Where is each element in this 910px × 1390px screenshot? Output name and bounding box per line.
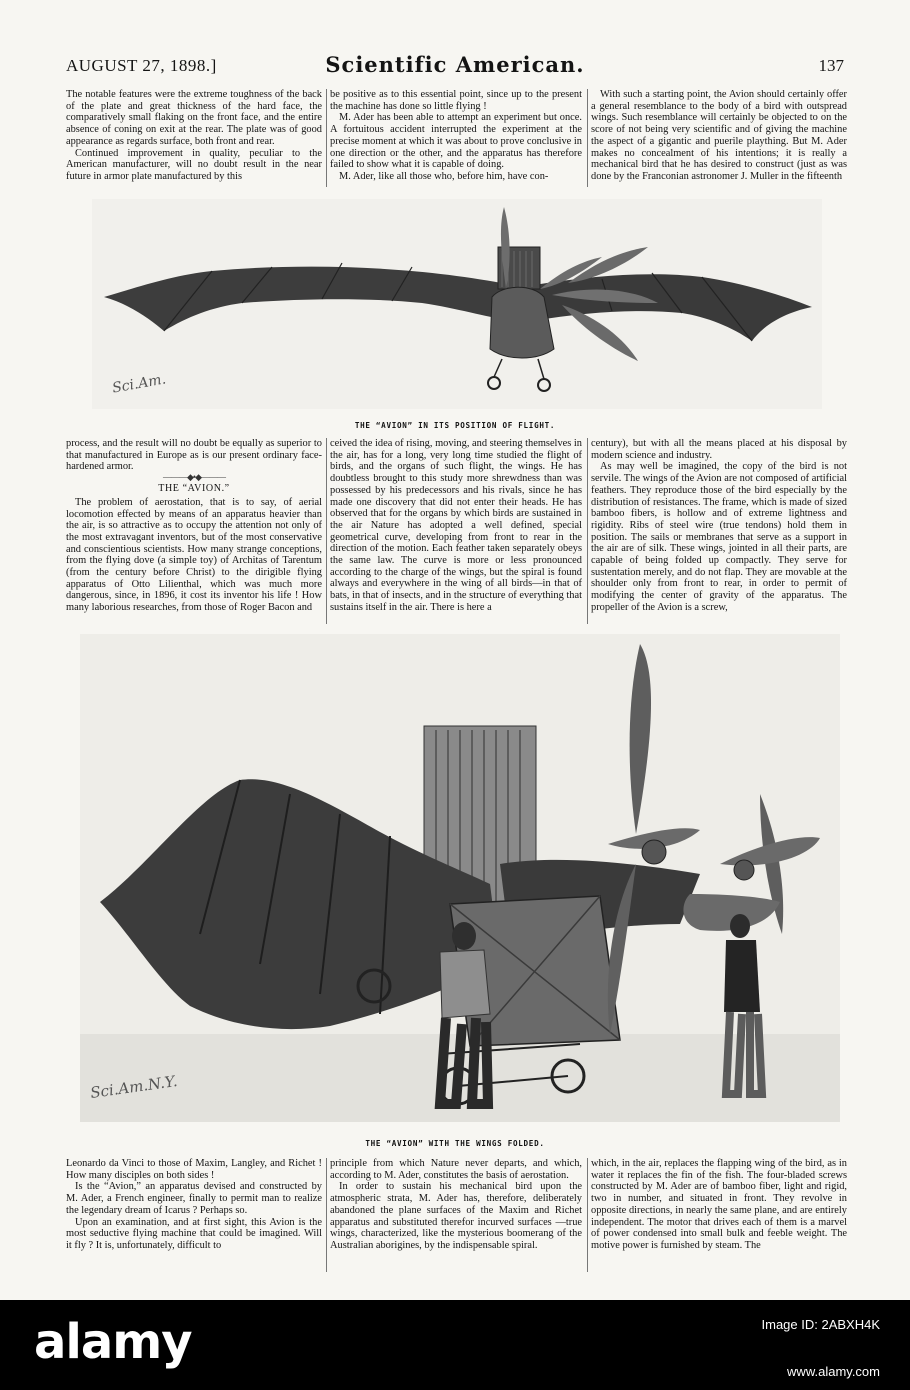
top-column-1: [66, 89, 322, 189]
middle-column-1: [66, 438, 322, 624]
column-rule: [326, 1158, 327, 1272]
top-column-2: [330, 89, 582, 189]
top-column-3: [591, 89, 847, 189]
column-rule: [587, 89, 588, 187]
nacelle: [490, 287, 554, 358]
bottom-column-2: [330, 1158, 582, 1278]
watermark-url: www.alamy.com: [787, 1364, 880, 1379]
paragraph: In order to sustain his mechanical bird upon the atmospheric strata, M. Ader has, therefore, deliberately abandoned the plane surfaces of the Maxim and Richet apparatus and substituted therefor incurved surfaces —true wings, characterized, like the mysterious boomerang of the Australian aborigines, by the indispensable spiral.: [330, 1181, 582, 1251]
paragraph: process, and the result will no doubt be equally as superior to that manufactured in Europe as is our present ordinary face-hardened armor.: [66, 438, 322, 473]
paragraph: Leonardo da Vinci to those of Maxim, Langley, and Richet ! How many disciples on both sides !: [66, 1158, 322, 1181]
paragraph: Upon an examination, and at first sight, this Avion is the most seductive flying machine that could be imagined. Will it fly ? It is, unfortunately, difficult to: [66, 1216, 322, 1251]
paragraph: As may well be imagined, the copy of the bird is not servile. The wings of the Avion are not composed of artificial feathers. They reproduce those of the bird especially by the distribution of resistances. The frame, which is made of sized bamboo fibers, is hollow and of extreme lightness and rigidity. Ribs of steel wire (true tendons) hold them in position. The sails or membranes that serve as a support in the air are of silk. These wings, jointed in all their parts, are capable of being folded up compactly. They serve for sustentation merely, and do not flap. They are movable at the shoulder only from front to rear, in order to permit of modifying the center of gravity of the apparatus. The propeller of the Avion is a screw,: [591, 461, 847, 613]
paragraph: ceived the idea of rising, moving, and steering themselves in the air, has for a long, very long time studied the flight of birds, and the organs of such flight, the wings. He has doubtless brought to this study more shrewdness than was possessed by his predecessors and his rivals, since he has made one discovery that did not enter their heads. He has observed that for the organs by which birds are sustained in the air Nature has adopted a well defined, special geometrical curve, developing from front to rear in the direction of the motion. Each feather taken separately obeys the same law. The curve is more or less pronounced according to the charge of the wings, but the spiral is found always and everywhere in the wing of all birds—in that of bats, in that of insects, and in the structure of everything that sustains itself in the air. There is here a: [330, 438, 582, 613]
paragraph: M. Ader, like all those who, before him, have con-: [339, 170, 549, 182]
column-rule: [326, 89, 327, 187]
alamy-logo: alamy: [34, 1314, 192, 1370]
engraver-signature: Sci.Am.: [111, 371, 168, 397]
mechanic-figure: [452, 922, 476, 950]
middle-column-2: [330, 438, 582, 624]
engraver-signature: Sci.Am.N.Y.: [89, 1071, 179, 1103]
paragraph: century), but with all the means placed at his disposal by modern science and industry.: [591, 438, 847, 461]
avion-folded-illustration: [80, 634, 840, 1122]
masthead: Scientific American.: [325, 52, 585, 77]
paragraph: be positive as to this essential point, since up to the present the machine has done so little flying !: [330, 89, 582, 112]
bottom-column-3: [591, 1158, 847, 1278]
page-number: 137: [818, 56, 844, 75]
section-ornament: ———◆•◆———: [163, 472, 225, 483]
section-heading: THE “AVION.”: [158, 483, 230, 495]
bottom-column-1: [66, 1158, 322, 1278]
column-rule: [326, 438, 327, 624]
paragraph: The problem of aerostation, that is to say, of aerial locomotion effected by means of an apparatus heavier than the air, is so attractive as to occupy the attention not only of the most extravagant inventors, but of the most conservative and conscientious scientists. How many strange conceptions, from the flying dove (a simple toy) of Architas of Tarentum (from the century before Christ) to the dirigible flying apparatus of Otto Lilienthal, which was much more dangerous, since, in 1896, it cost its inventor his life ! How many laborious researches, from those of Roger Bacon and: [66, 496, 322, 614]
figure-caption: THE “AVION” WITH THE WINGS FOLDED.: [365, 1139, 545, 1148]
standing-man-figure: [730, 914, 750, 938]
paragraph: Is the “Avion,” an apparatus devised and constructed by M. Ader, a French engineer, finally to permit man to realize the legendary dream of Icarus ? Perhaps so.: [66, 1181, 322, 1216]
issue-date: AUGUST 27, 1898.]: [66, 56, 217, 75]
paragraph: M. Ader has been able to attempt an experiment but once. A fortuitous accident interrupted the experiment at the precise moment at which it was about to prove conclusive in one direction or the other, and the apparatus has therefore failed to show what it is capable of doing.: [330, 112, 582, 171]
column-rule: [587, 1158, 588, 1272]
figure-caption: THE “AVION” IN ITS POSITION OF FLIGHT.: [354, 421, 556, 430]
middle-column-3: [591, 438, 847, 624]
paragraph: The notable features were the extreme toughness of the back of the plate and great thickness of the hard face, the comparatively small flaking on the front face, and the entire absence of coning on exit at the rear. The plate was of good appearance as regards surface, both front and rear.: [66, 89, 322, 147]
paragraph: principle from which Nature never departs, and which, according to M. Ader, constitutes the basis of aerostation.: [330, 1158, 582, 1181]
image-id-label: Image ID: 2ABXH4K: [761, 1317, 880, 1332]
paragraph: which, in the air, replaces the flapping wing of the bird, as in water it replaces the fin of the fish. The four-bladed screws constructed by M. Ader are of bamboo fiber, light and rigid, two in number, and situated in front. They revolve in opposite directions, in nearly the same plane, and are entirely independent. The motor that drives each of them is a marvel of power condensed into small bulk and feeble weight. The motive power is furnished by steam. The: [591, 1158, 847, 1251]
paragraph: With such a starting point, the Avion should certainly offer a general resemblance to the body of a bird with outspread wings. Such resemblance will certainly be objected to on the score of not being very scientific and of giving the machine the aspect of a gigantic and puerile plaything. But M. Ader makes no concealment of his intentions; it is really a mechanical bird that he has desired to construct (just as was done by the Franconian astronomer J. Muller in the fifteenth: [591, 89, 847, 182]
paragraph: Continued improvement in quality, peculiar to the American manufacturer, will no doubt result in the near future in armor plate manufactured by this: [66, 147, 322, 182]
column-rule: [587, 438, 588, 624]
avion-flight-illustration: [92, 199, 822, 409]
